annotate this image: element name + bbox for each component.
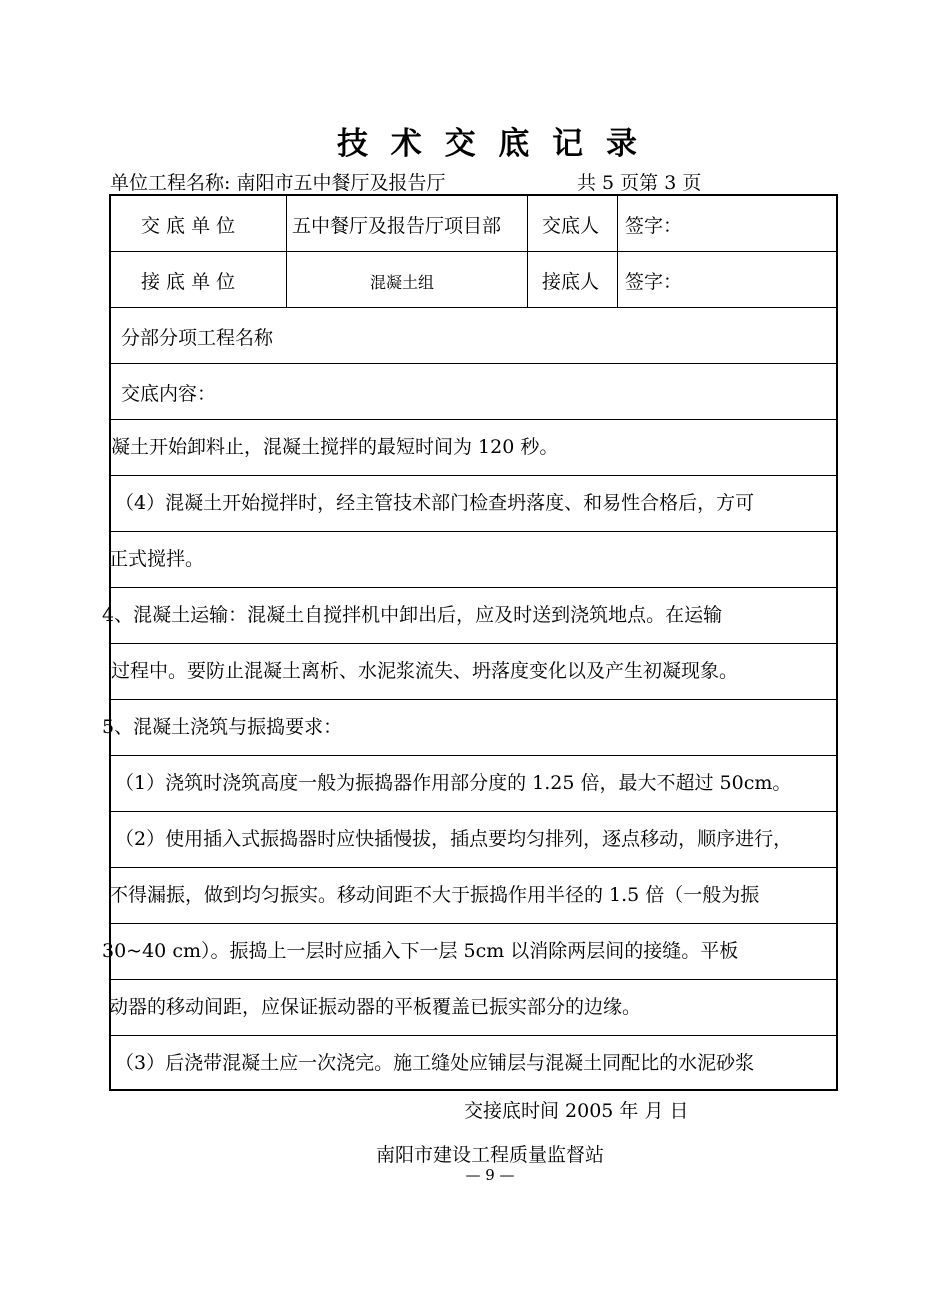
content-line: 5、混凝土浇筑与振捣要求： <box>102 716 343 738</box>
receiving-person-label: 接底人 <box>542 271 600 293</box>
content-line: （2）使用插入式振捣器时应快插慢拔，插点要均匀排列，逐点移动，顺序进行， <box>115 828 793 850</box>
page-title: 技 术 交 底 记 录 <box>337 126 643 162</box>
receiving-unit-label: 接 底 单 位 <box>141 271 236 293</box>
row-divider <box>111 363 836 364</box>
content-line: （4）混凝土开始搅拌时，经主管技术部门检查坍落度、和易性合格后，方可 <box>115 492 755 514</box>
row-divider <box>111 251 836 252</box>
handover-unit-label: 交 底 单 位 <box>141 215 236 237</box>
content-line: 动器的移动间距，应保证振动器的平板覆盖已振实部分的边缘。 <box>109 996 642 1018</box>
content-line: （3）后浇带混凝土应一次浇完。施工缝处应铺层与混凝土同配比的水泥砂浆 <box>115 1052 755 1074</box>
column-divider <box>527 196 528 308</box>
receiving-signature: 签字： <box>625 271 683 293</box>
column-divider <box>617 196 618 308</box>
handover-unit-value: 五中餐厅及报告厅项目部 <box>292 215 502 237</box>
receiving-unit-value: 混凝土组 <box>370 273 435 292</box>
content-line: 凝土开始卸料止，混凝土搅拌的最短时间为 120 秒。 <box>111 436 559 458</box>
subitem-label: 分部分项工程名称 <box>121 327 274 349</box>
handover-person-label: 交底人 <box>542 215 600 237</box>
page-number: — 9 — <box>465 1166 515 1184</box>
handover-signature: 签字： <box>625 215 683 237</box>
organization-name: 南阳市建设工程质量监督站 <box>375 1144 604 1166</box>
content-label: 交底内容： <box>121 383 217 405</box>
page-info: 共 5 页第 3 页 <box>577 172 702 194</box>
content-line: 30~40 cm）。振捣上一层时应插入下一层 5cm 以消除两层间的接缝。平板 <box>102 940 739 962</box>
project-name: 单位工程名称: 南阳市五中餐厅及报告厅 <box>110 172 446 194</box>
row-divider <box>111 531 836 532</box>
column-divider <box>286 196 287 308</box>
content-line: （1）浇筑时浇筑高度一般为振捣器作用部分度的 1.25 倍，最大不超过 50cm。 <box>115 772 792 794</box>
content-line: 正式搅拌。 <box>109 548 205 570</box>
content-line: 不得漏振，做到均匀振实。移动间距不大于振捣作用半径的 1.5 倍（一般为振 <box>109 884 760 906</box>
content-line: 4、混凝土运输：混凝土自搅拌机中卸出后，应及时送到浇筑地点。在运输 <box>102 604 723 626</box>
handover-time: 交接底时间 2005 年 月 日 <box>464 1100 689 1122</box>
row-divider <box>111 307 836 308</box>
content-line: 过程中。要防止混凝土离析、水泥浆流失、坍落度变化以及产生初凝现象。 <box>111 660 739 682</box>
record-table <box>102 194 838 1091</box>
